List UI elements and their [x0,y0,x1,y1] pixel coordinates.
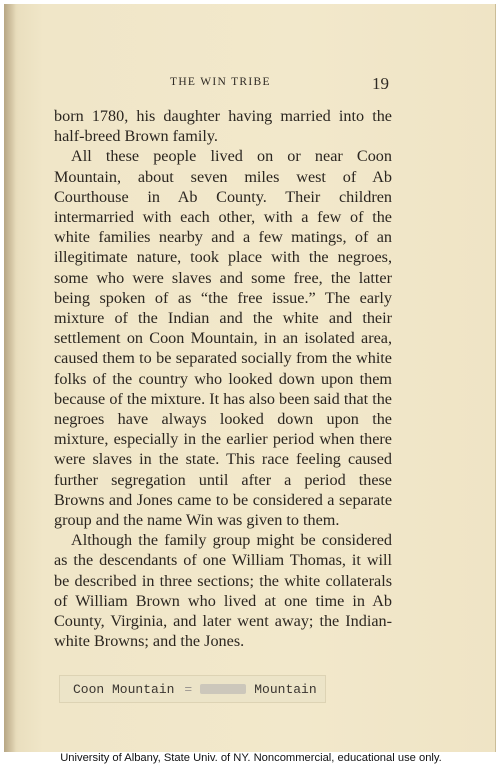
typed-annotation-slip [59,675,326,703]
book-page [4,4,496,752]
credit-footer: University of Albany, State Univ. of NY. Noncommercial, educational use only. [60,752,442,764]
annotation-left-text: Coon Mountain [73,681,175,697]
redacted-word [200,684,246,694]
body-text [54,106,392,651]
page-gutter-shadow [4,4,16,752]
paragraph-continued: born 1780, his daughter having married into the half-breed Brown family. [54,107,392,146]
paragraph: Although the family group might be considered as the descendants of one William Thomas, it will be described in three sections; the white collaterals of William Brown who lived at one time in Ab County, Virginia, and later went away; the Indian-white Browns; and the Jones. [54,531,392,651]
running-head: THE WIN TRIBE [170,76,271,88]
paragraph: All these people lived on or near Coon Mountain, about seven miles west of Ab Courthouse in Ab County. Their children intermarried with each other, with a few of the white families nearby and a few matings, of an illegitimate nature, took place with the negroes, some who were slaves and some free, the latter being spoken of as “the free issue.” The early mixture of the Indian and the white and their settlement on Coon Mountain, in an isolated area, caused them to be separated socially from the white folks of the country who looked down upon them because of the mixture. It has also been said that the negroes have always looked down upon the mixture, especially in the earlier period when there were slaves in the state. This race feeling caused further segregation until after a period these Browns and Jones came to be considered a separate group and the name Win was given to them. [54,147,392,530]
annotation-right-text: Mountain [254,681,317,697]
annotation-dash: = [184,681,193,697]
page-number: 19 [372,74,389,93]
